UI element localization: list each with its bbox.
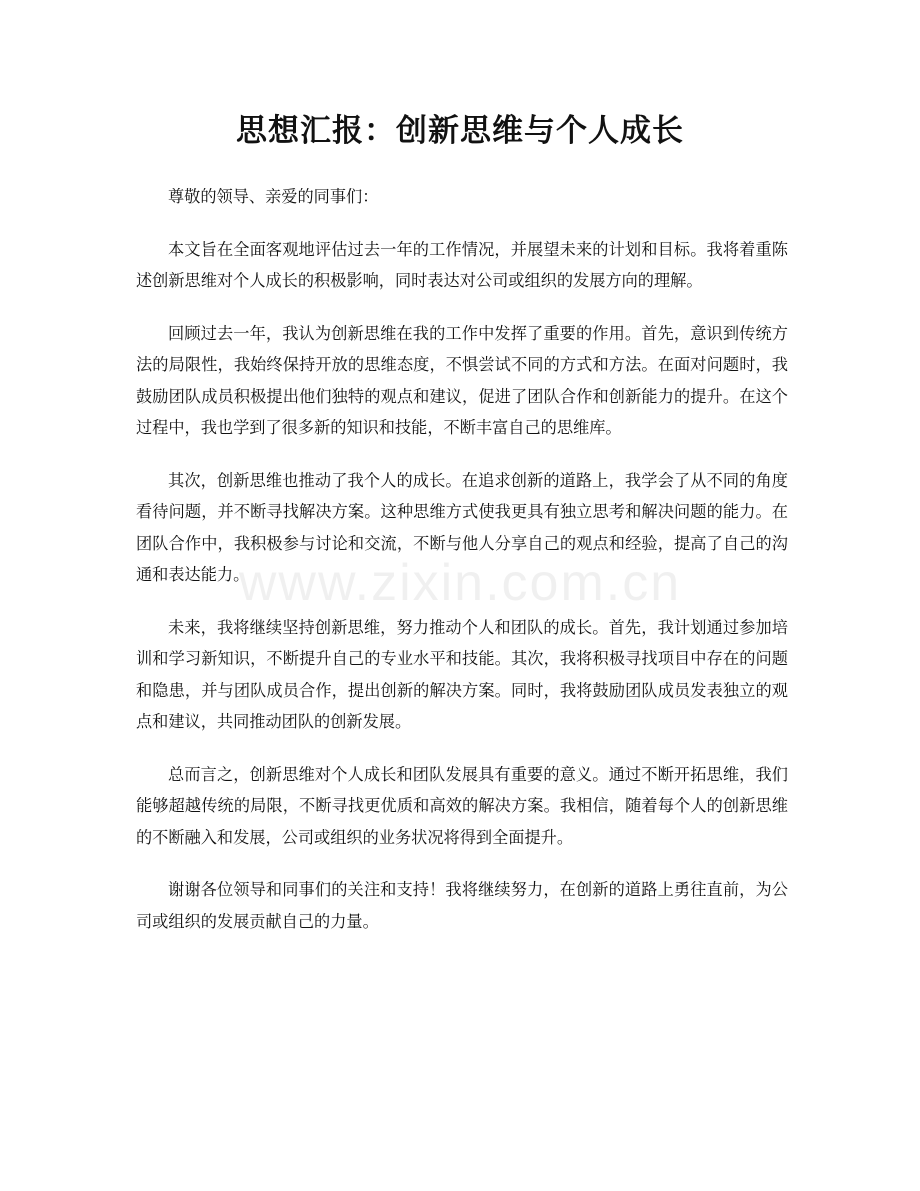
paragraph-review: 回顾过去一年，我认为创新思维在我的工作中发挥了重要的作用。首先，意识到传统方法的局限性，我始终保持开放的思维态度，不惧尝试不同的方式和方法。在面对问题时，我鼓励团队成员积极提出他们独特的观点和建议，促进了团队合作和创新能力的提升。在这个过程中，我也学到了很多新的知识和技能，不断丰富自己的思维库。 — [136, 323, 788, 437]
paragraph-thanks: 谢谢各位领导和同事们的关注和支持！我将继续努力，在创新的道路上勇往直前，为公司或组织的发展贡献自己的力量。 — [136, 880, 788, 931]
salutation: 尊敬的领导、亲爱的同事们： — [168, 187, 379, 206]
paragraph-intro: 本文旨在全面客观地评估过去一年的工作情况，并展望未来的计划和目标。我将着重陈述创新思维对个人成长的积极影响，同时表达对公司或组织的发展方向的理解。 — [136, 239, 788, 290]
paragraph-growth: 其次，创新思维也推动了我个人的成长。在追求创新的道路上，我学会了从不同的角度看待问题，并不断寻找解决方案。这种思维方式使我更具有独立思考和解决问题的能力。在团队合作中，我积极参与讨论和交流，不断与他人分享自己的观点和经验，提高了自己的沟通和表达能力。 — [136, 470, 788, 584]
paragraph-future: 未来，我将继续坚持创新思维，努力推动个人和团队的成长。首先，我计划通过参加培训和学习新知识，不断提升自己的专业水平和技能。其次，我将积极寻找项目中存在的问题和隐患，并与团队成员合作，提出创新的解决方案。同时，我将鼓励团队成员发表独立的观点和建议，共同推动团队的创新发展。 — [136, 617, 788, 731]
paragraph-summary: 总而言之，创新思维对个人成长和团队发展具有重要的意义。通过不断开拓思维，我们能够超越传统的局限，不断寻找更优质和高效的解决方案。我相信，随着每个人的创新思维的不断融入和发展，公司或组织的业务状况将得到全面提升。 — [136, 764, 788, 847]
watermark-text: www.zixin.com.cn — [238, 554, 682, 612]
document-body — [136, 181, 788, 958]
document-title: 思想汇报：创新思维与个人成长 — [236, 113, 684, 149]
